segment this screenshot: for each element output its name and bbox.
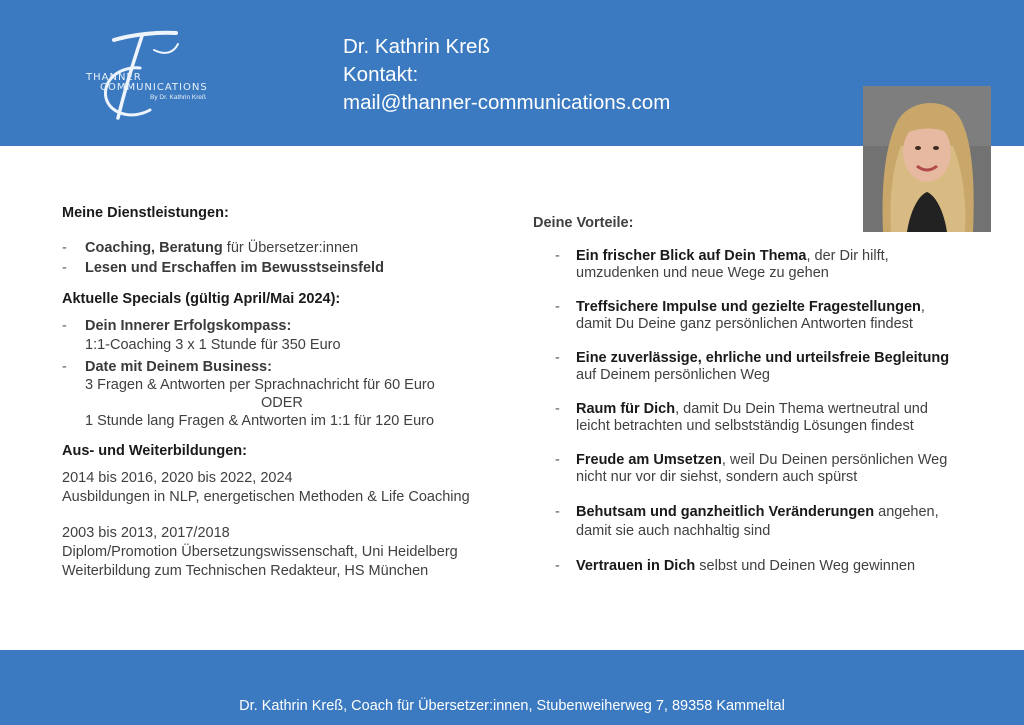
- benefit-bold: Behutsam und ganzheitlich Veränderungen: [576, 504, 875, 520]
- education-line: Ausbildungen in NLP, energetischen Methoden & Life Coaching: [62, 489, 470, 505]
- list-dash: -: [555, 401, 560, 417]
- benefit-text: angehen,: [874, 504, 939, 520]
- list-item: [533, 401, 953, 435]
- education-line: Weiterbildung zum Technischen Redakteur, HS München: [62, 563, 429, 579]
- list-item: [533, 350, 953, 384]
- header-contact-block: [343, 33, 670, 117]
- list-item-bold: Coaching, Beratung: [85, 240, 223, 256]
- benefit-bold: Eine zuverlässige, ehrliche und urteilsfreie Begleitung: [576, 350, 950, 366]
- footer-address: Dr. Kathrin Kreß, Coach für Übersetzer:innen, Stubenweiherweg 7, 89358 Kammeltal: [239, 698, 785, 714]
- list-item: [533, 558, 953, 575]
- education-block: [62, 469, 522, 507]
- list-item: [62, 239, 522, 258]
- special-line: 3 Fragen & Antworten per Sprachnachricht für 60 Euro: [85, 377, 435, 393]
- benefit-text: , weil Du Deinen persönlichen Weg: [721, 452, 948, 468]
- benefit-bold: Treffsichere Impulse und gezielte Fragestellungen: [576, 299, 921, 315]
- education-heading: Aus- und Weiterbildungen:: [62, 443, 247, 459]
- special-line: 1 Stunde lang Fragen & Antworten im 1:1 für 120 Euro: [85, 413, 435, 429]
- right-column: [533, 213, 953, 575]
- benefit-text: , der Dir hilft,: [806, 248, 889, 264]
- portrait-photo: [863, 86, 991, 232]
- logo-text-line2: COMMUNICATIONS: [100, 82, 208, 93]
- footer-bar: [0, 650, 1024, 725]
- left-column: [62, 203, 522, 581]
- list-item-text: für Übersetzer:innen: [222, 240, 359, 256]
- header-contact-label: Kontakt:: [343, 63, 419, 86]
- education-block: [62, 524, 522, 581]
- benefits-heading: Deine Vorteile:: [533, 215, 634, 231]
- benefit-line: umzudenken und neue Wege zu gehen: [576, 265, 829, 281]
- benefit-line: damit Du Deine ganz persönlichen Antworten findest: [576, 316, 913, 332]
- company-logo: [84, 30, 234, 126]
- benefit-text: , damit Du Dein Thema wertneutral und: [675, 401, 928, 417]
- list-dash: -: [555, 558, 560, 574]
- benefit-line: auf Deinem persönlichen Weg: [576, 367, 770, 383]
- list-dash: -: [62, 260, 67, 276]
- list-item: [533, 452, 953, 486]
- list-item: [533, 248, 953, 282]
- benefit-bold: Ein frischer Blick auf Dein Thema: [576, 248, 807, 264]
- header-name: Dr. Kathrin Kreß: [343, 35, 490, 58]
- list-item: [62, 317, 522, 355]
- portrait-image-icon: [863, 86, 991, 232]
- special-line: 1:1-Coaching 3 x 1 Stunde für 350 Euro: [85, 337, 341, 353]
- list-dash: -: [555, 248, 560, 264]
- list-dash: -: [62, 318, 67, 334]
- list-dash: -: [555, 504, 560, 520]
- list-dash: -: [62, 359, 67, 375]
- special-or: ODER: [261, 395, 303, 411]
- benefits-list: [533, 248, 953, 575]
- list-item: [533, 299, 953, 333]
- list-item-bold: Lesen und Erschaffen im Bewusstseinsfeld: [85, 260, 384, 276]
- education-years: 2014 bis 2016, 2020 bis 2022, 2024: [62, 470, 293, 486]
- benefit-text: ,: [920, 299, 925, 315]
- education-line: Diplom/Promotion Übersetzungswissenschaft, Uni Heidelberg: [62, 544, 458, 560]
- benefit-bold: Freude am Umsetzen: [576, 452, 722, 468]
- list-dash: -: [555, 299, 560, 315]
- services-heading: Meine Dienstleistungen:: [62, 205, 229, 221]
- list-dash: -: [555, 350, 560, 366]
- services-list: [62, 239, 522, 278]
- logo-text-line1: THANNER: [86, 72, 142, 83]
- list-item: [533, 503, 953, 541]
- list-item: [62, 259, 522, 278]
- benefit-line: nicht nur vor dir siehst, sondern auch spürst: [576, 469, 858, 485]
- special-title: Dein Innerer Erfolgskompass:: [85, 318, 292, 334]
- benefit-bold: Raum für Dich: [576, 401, 676, 417]
- logo-text-line3: By Dr. Kathrin Kreß: [150, 94, 206, 101]
- list-dash: -: [555, 452, 560, 468]
- education-years: 2003 bis 2013, 2017/2018: [62, 525, 230, 541]
- list-item: [62, 358, 522, 430]
- special-title: Date mit Deinem Business:: [85, 359, 272, 375]
- benefit-line: damit sie auch nachhaltig sind: [576, 523, 771, 539]
- specials-list: [62, 317, 522, 430]
- benefit-line: leicht betrachten und selbstständig Lösungen findest: [576, 418, 914, 434]
- benefit-bold: Vertrauen in Dich: [576, 558, 696, 574]
- benefit-text: selbst und Deinen Weg gewinnen: [695, 558, 916, 574]
- specials-heading: Aktuelle Specials (gültig April/Mai 2024):: [62, 291, 341, 307]
- list-dash: -: [62, 240, 67, 256]
- header-email[interactable]: mail@thanner-communications.com: [343, 91, 671, 114]
